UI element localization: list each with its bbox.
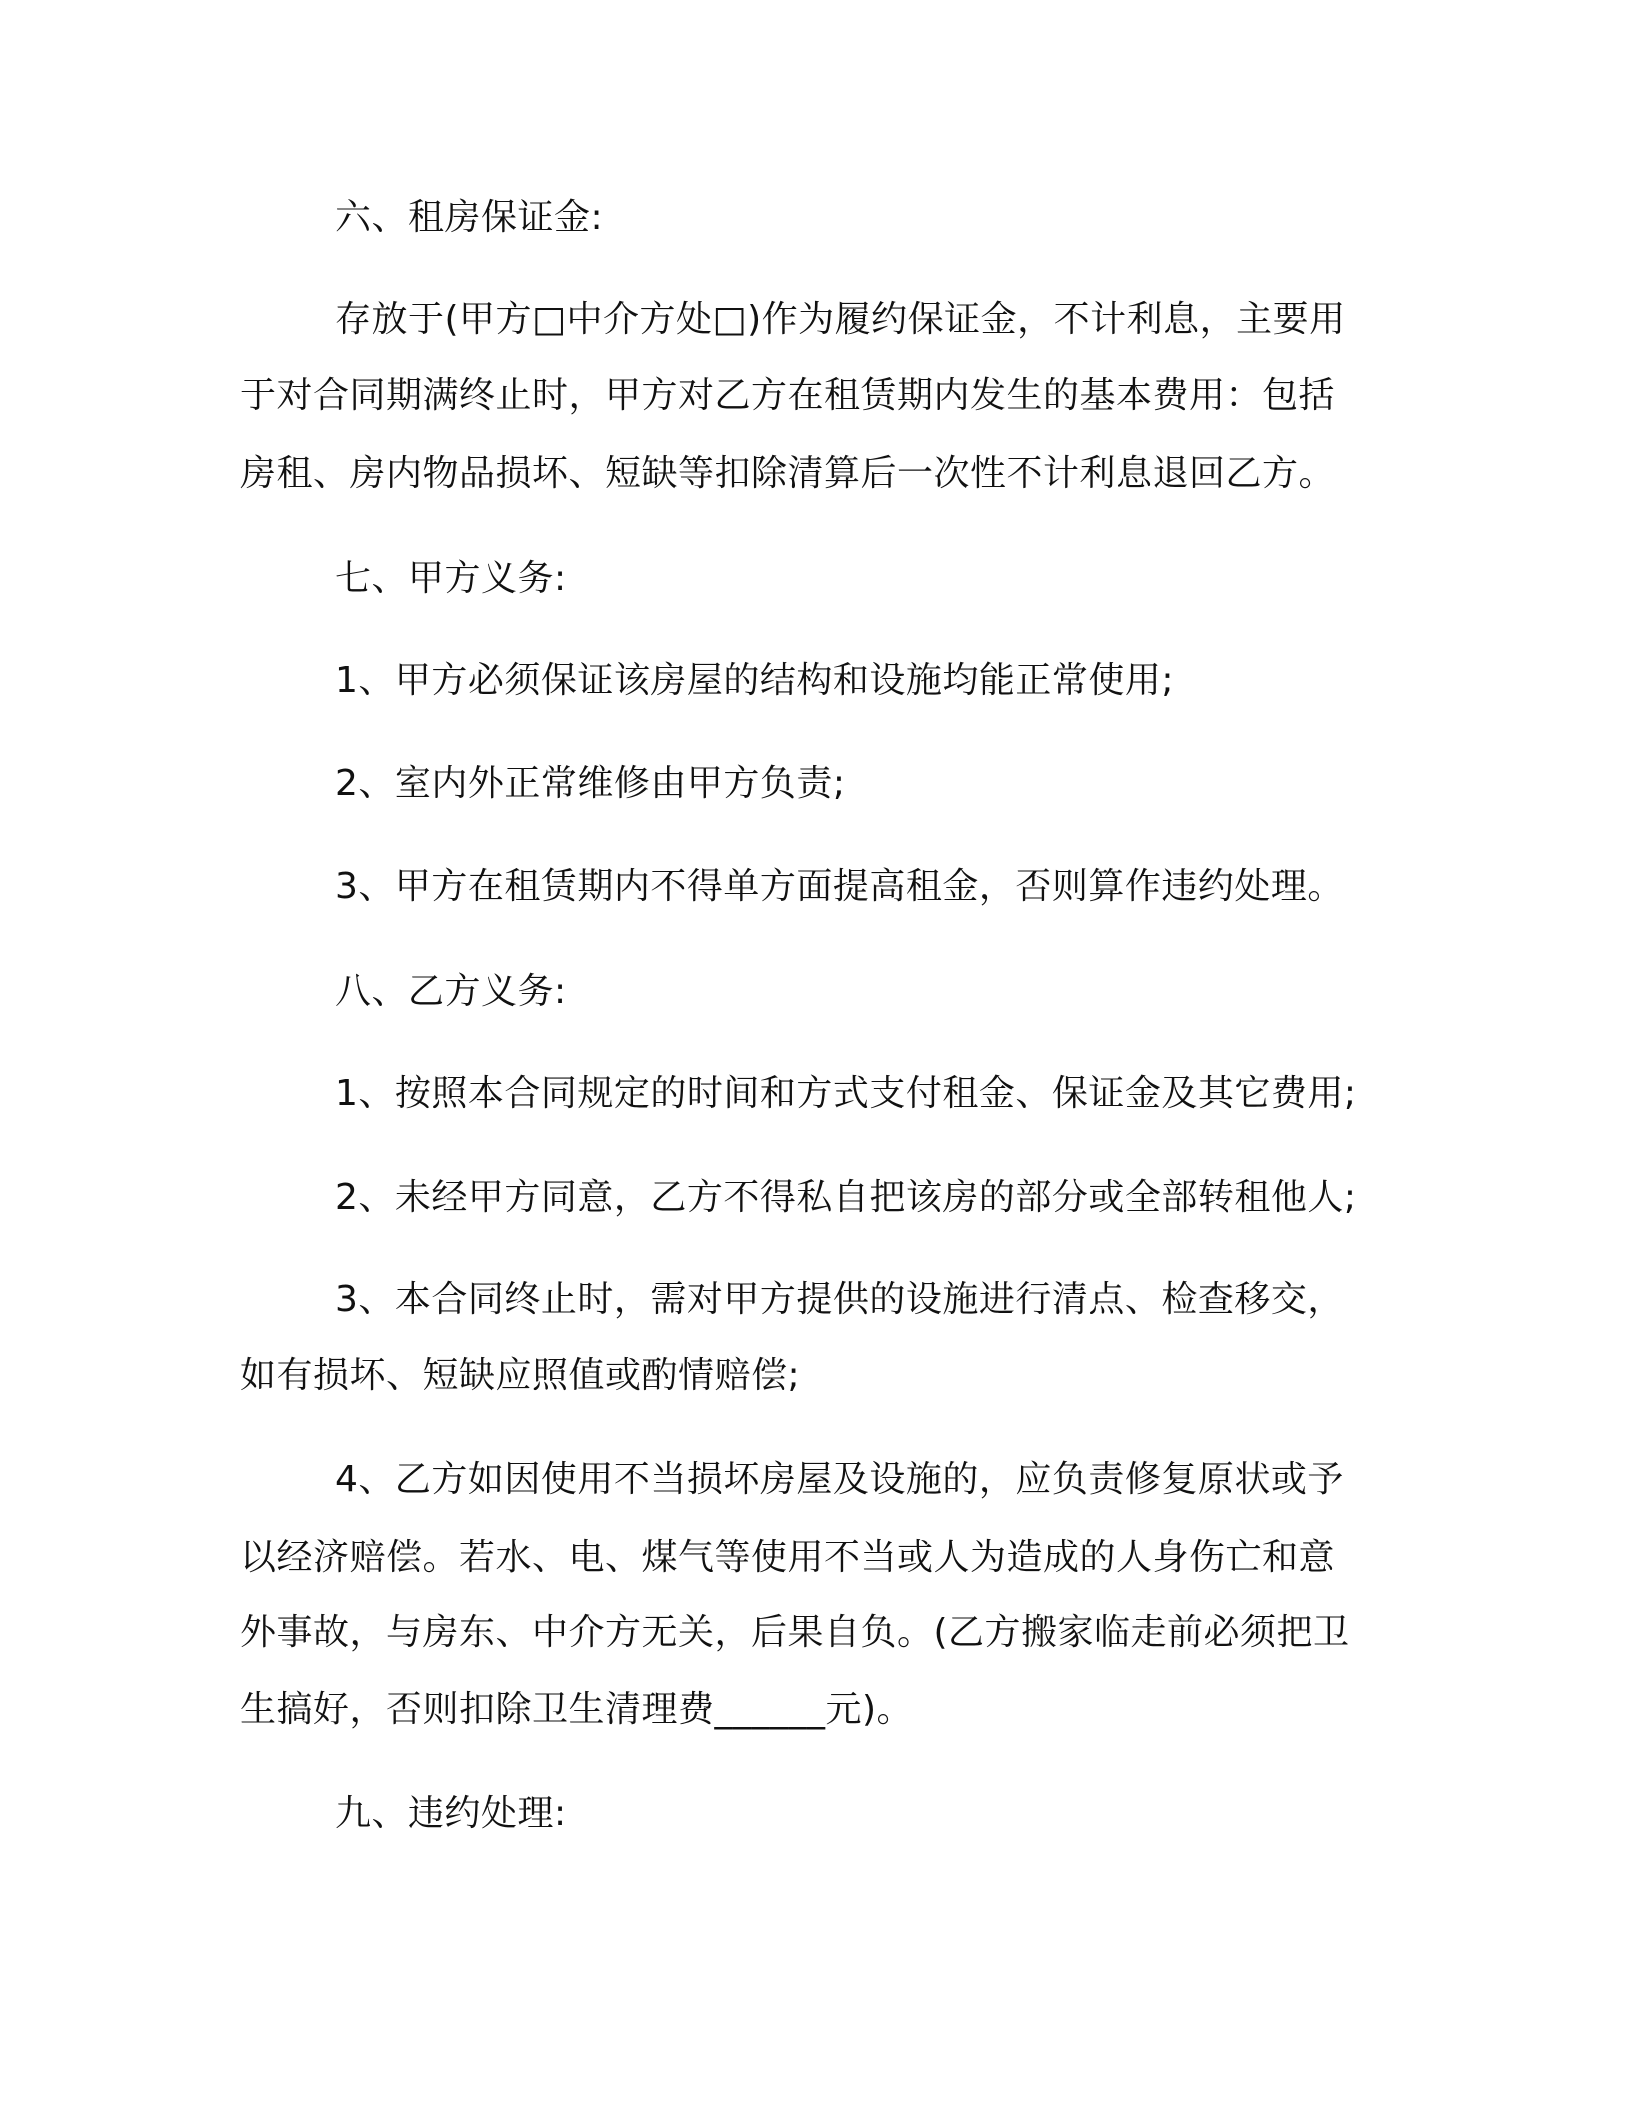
deposit-paragraph-line: 房租、房内物品损坏、短缺等扣除清算后一次性不计利息退回乙方。 bbox=[240, 453, 1336, 494]
landlord-duty-item: 3、甲方在租赁期内不得单方面提高租金，否则算作违约处理。 bbox=[335, 866, 1344, 907]
deposit-paragraph-line: 于对合同期满终止时，甲方对乙方在租赁期内发生的基本费用：包括 bbox=[240, 375, 1336, 416]
section-heading-breach: 九、违约处理: bbox=[335, 1793, 567, 1834]
section-heading-landlord-duties: 七、甲方义务: bbox=[335, 558, 567, 599]
tenant-duty-item-line: 如有损坏、短缺应照值或酌情赔偿; bbox=[240, 1355, 801, 1396]
tenant-duty-item-line: 4、乙方如因使用不当损坏房屋及设施的，应负责修复原状或予 bbox=[335, 1459, 1344, 1500]
tenant-duty-item-line: 以经济赔偿。若水、电、煤气等使用不当或人为造成的人身伤亡和意 bbox=[240, 1537, 1336, 1578]
tenant-duty-item: 1、按照本合同规定的时间和方式支付租金、保证金及其它费用; bbox=[335, 1073, 1357, 1114]
section-heading-tenant-duties: 八、乙方义务: bbox=[335, 971, 567, 1012]
tenant-duty-item: 2、未经甲方同意，乙方不得私自把该房的部分或全部转租他人; bbox=[335, 1177, 1357, 1218]
tenant-duty-item-line: 3、本合同终止时，需对甲方提供的设施进行清点、检查移交， bbox=[335, 1279, 1344, 1320]
tenant-duty-item-line: 外事故，与房东、中介方无关，后果自负。(乙方搬家临走前必须把卫 bbox=[240, 1612, 1350, 1653]
deposit-paragraph-line: 存放于(甲方□中介方处□)作为履约保证金，不计利息，主要用 bbox=[335, 299, 1346, 340]
tenant-duty-item-line: 生搞好，否则扣除卫生清理费______元)。 bbox=[240, 1689, 914, 1730]
landlord-duty-item: 2、室内外正常维修由甲方负责; bbox=[335, 763, 846, 804]
section-heading-deposit: 六、租房保证金: bbox=[335, 197, 604, 238]
landlord-duty-item: 1、甲方必须保证该房屋的结构和设施均能正常使用; bbox=[335, 660, 1175, 701]
